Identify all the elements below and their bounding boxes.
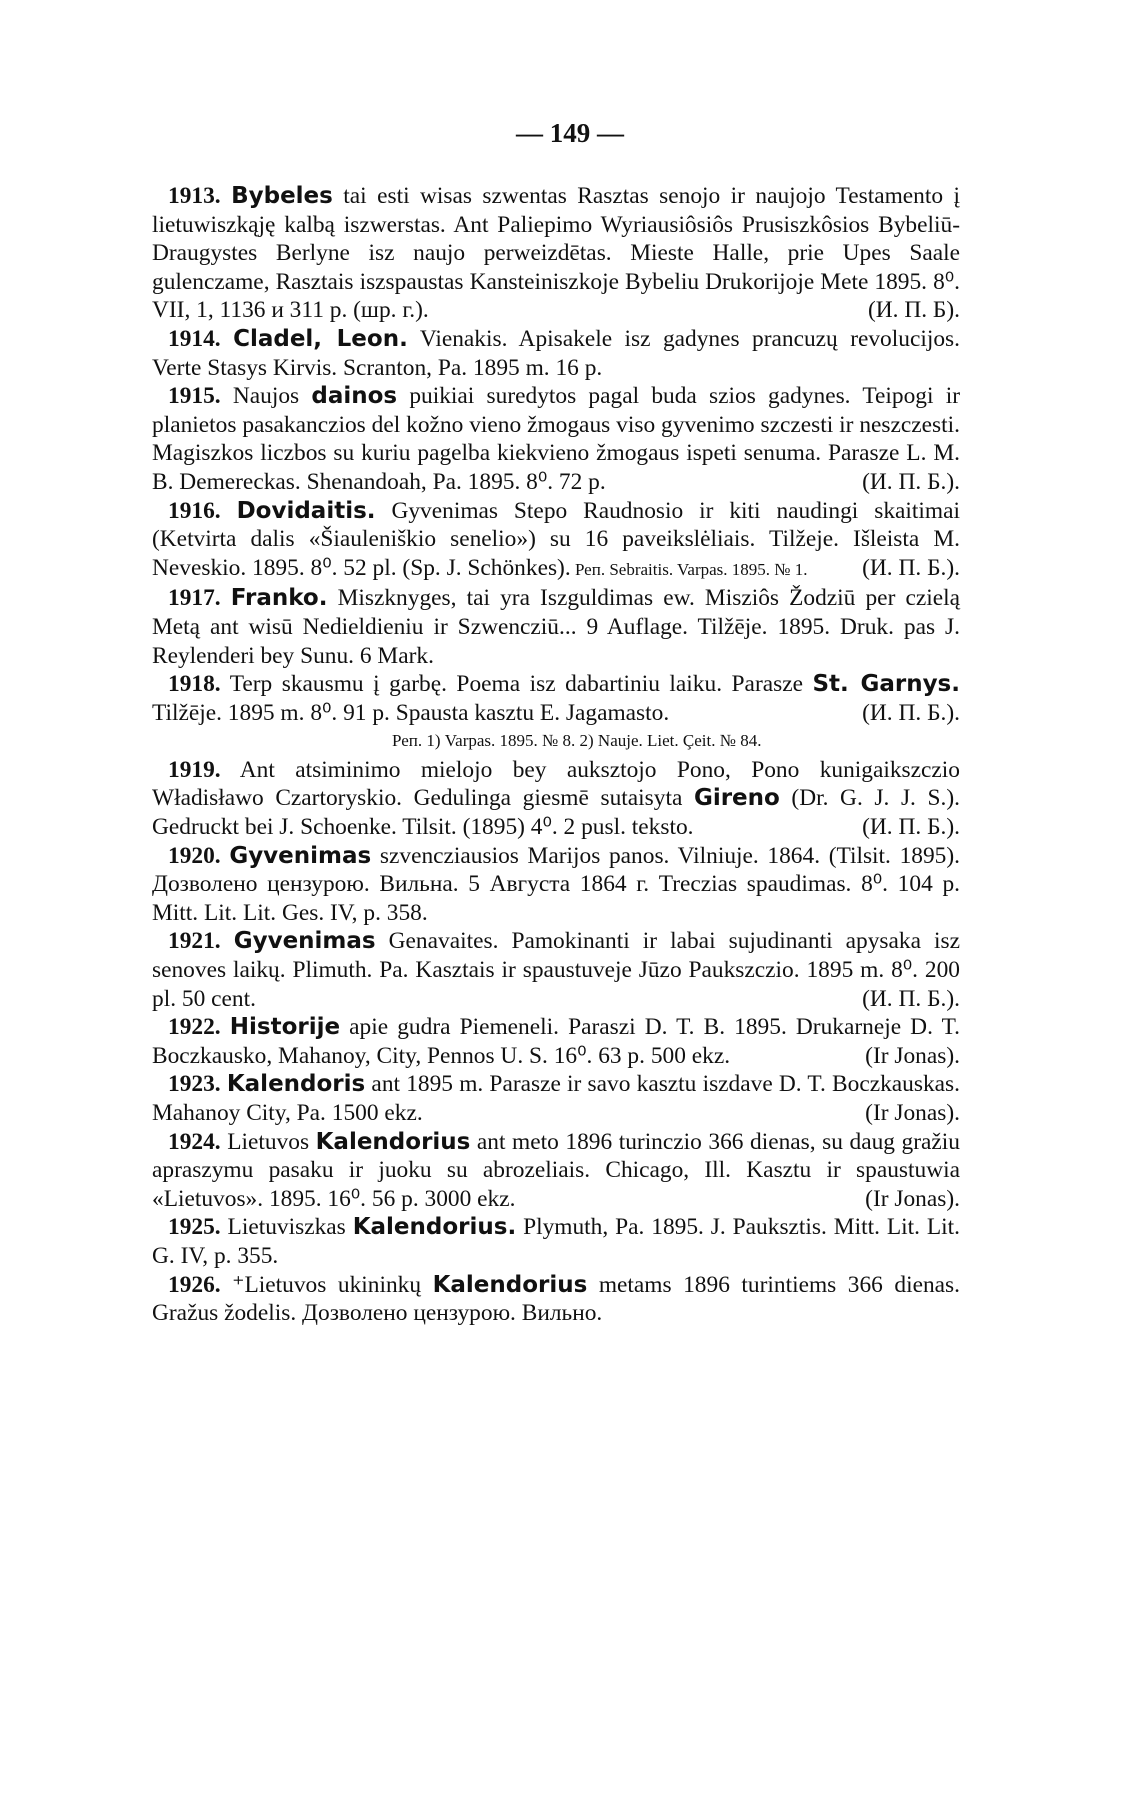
entry-number: 1924. xyxy=(168,1128,221,1155)
entry-prefix: ⁺Lietuvos ukininkų xyxy=(220,1271,433,1298)
entry-keyword: Kalendorius xyxy=(432,1271,588,1298)
entry-reference: Реп. 1) Varpas. 1895. № 8. 2) Nauje. Liet. Çeit. № 84. xyxy=(392,731,762,751)
entry-keyword: Historije xyxy=(229,1014,341,1041)
entry-source: (И. П. Б.). xyxy=(862,699,960,726)
entry-text: Plymuth, Pa. 1895. J. Pauksztis. Mitt. Lit. Lit. G. IV, p. 355. xyxy=(152,1214,961,1269)
bibliography-entry xyxy=(152,1070,960,1127)
entry-number: 1913. xyxy=(168,183,221,209)
entry-keyword: Franko. xyxy=(230,585,328,612)
entry-text: szvencziausios Marijos panos. Vilniuje. 1864. (Tilsit. 1895). Дозволено цензурою. Вильна. 5 Августа 1864 г. Treczias spaudimas. 8⁰. 104 p. Mitt. Lit. Lit. Ges. IV, p. 358. xyxy=(152,842,960,926)
entry-number: 1915. xyxy=(168,383,221,410)
entry-source: (Ir Jonas). xyxy=(865,1100,960,1126)
entry-source: (И. П. Б.). xyxy=(862,468,960,495)
entry-text: Gyvenimas Stepo Raudnosio ir kiti naudingi skaitimai (Ketvirta dalis «Šiauleniškio senelio») su 16 paveikslėliais. Tilžeje. Išleista M. Neveskio. 1895. 8⁰. 52 pl. (Sp. J. Schönkes). xyxy=(152,497,960,581)
entry-text: apie gudra Piemeneli. Paraszi D. T. B. 1895. Drukarneje D. T. Boczkausko, Mahanoy, City, Pennos U. S. 16⁰. 63 p. 500 ekz. xyxy=(152,1014,960,1069)
entry-number: 1914. xyxy=(168,325,221,352)
entry-number: 1918. xyxy=(168,671,221,698)
entry-text: (Dr. G. J. J. S.). Gedruckt bei J. Schoenke. Tilsit. (1895) 4⁰. 2 pusl. teksto. xyxy=(152,785,960,841)
entry-prefix: Lietuviszkas xyxy=(220,1214,353,1241)
entry-number: 1923. xyxy=(168,1071,221,1098)
entry-keyword: dainos xyxy=(311,383,398,410)
bibliography-entry xyxy=(152,382,960,496)
entry-number: 1916. xyxy=(168,497,221,524)
entry-text: tai esti wisas szwentas Rasztas senojo ir naujojo Testamento į lietuwiszkąję kalbą iszwerstas. Ant Paliepimo Wyriausiôsiôs Prusiszkôsios Bybeliū-Draugystes Berlyne isz naujo perweizdētas. Mieste Halle, prie Upes Saale gulenczame, Rasztais iszspaustas Kansteiniszkoje Bybeliu Drukorijoje Mete 1895. 8⁰. VII, 1, 1136 и 311 p. (шр. г.). xyxy=(152,183,960,324)
entry-text: puikiai suredytos pagal buda szios gadynes. Teipogi ir planietos pasakanczios del kožno vieno žmogaus viso gyvenimo szczesti ir neszczesti. Magiszkos liczbos su kuriu pagelba kiekvieno žmogaus ispeti senuma. Parasze L. M. B. Demereckas. Shenandoah, Pa. 1895. 8⁰. 72 p. xyxy=(152,383,960,495)
bibliography-entry xyxy=(152,584,960,670)
entry-source: (Ir Jonas). xyxy=(865,1185,960,1212)
entry-number: 1920. xyxy=(168,842,221,869)
entry-source: (Ir Jonas). xyxy=(865,1042,960,1069)
bibliography-entry xyxy=(152,497,960,585)
entry-number: 1926. xyxy=(168,1271,221,1298)
entry-source: (И. П. Б.). xyxy=(862,554,960,581)
bibliography-entry xyxy=(152,756,960,842)
entry-text: ant 1895 m. Parasze ir savo kasztu iszdave D. T. Boczkauskas. Mahanoy City, Pa. 1500 ekz. xyxy=(152,1071,960,1126)
entry-prefix: Lietuvos xyxy=(220,1128,316,1155)
entry-keyword: Gyvenimas xyxy=(233,928,376,955)
entry-keyword: Kalendorius. xyxy=(352,1214,517,1241)
bibliography-entries xyxy=(152,182,960,1328)
entry-number: 1917. xyxy=(168,585,221,612)
entry-keyword: Gireno xyxy=(693,785,780,812)
bibliography-entry xyxy=(152,1013,960,1070)
entry-keyword: Dovidaitis. xyxy=(236,497,376,524)
entry-source: (И. П. Б). xyxy=(867,297,960,324)
entry-keyword: Kalendoris xyxy=(226,1071,366,1098)
bibliography-entry xyxy=(152,182,960,325)
entry-prefix: Ant atsiminimo mielojo bey auksztojo Pono, Pono kunigaikszczio Władisławo Czartoryskio. Gedulinga giesmē sutaisyta xyxy=(152,756,960,812)
bibliography-entry xyxy=(152,1271,960,1328)
entry-source: (И. П. Б.). xyxy=(862,985,960,1012)
page-number: — 149 — xyxy=(516,118,624,148)
entry-text: Tilžēje. 1895 m. 8⁰. 91 p. Spausta kasztu E. Jagamasto. xyxy=(152,699,670,726)
entry-keyword: Cladel, Leon. xyxy=(233,325,408,352)
entry-keyword: Gyvenimas xyxy=(229,842,372,869)
entry-prefix: Terp skausmu į garbę. Poema isz dabartiniu laiku. Parasze xyxy=(220,671,813,698)
entry-text: Miszknyges, tai yra Iszguldimas ew. Misziôs Žodziū per czielą Metą ant wisū Nedieldieniu ir Szwencziū... 9 Auflage. Tilžēje. 1895. Druk. pas J. Reylenderi bey Sunu. 6 Mark. xyxy=(152,585,960,669)
bibliography-entry xyxy=(152,1128,960,1214)
entry-number: 1922. xyxy=(168,1014,221,1041)
entry-number: 1919. xyxy=(168,756,221,783)
entry-number: 1925. xyxy=(168,1214,221,1241)
bibliography-entry xyxy=(152,670,960,756)
bibliography-entry xyxy=(152,1213,960,1270)
entry-keyword: Bybeles xyxy=(231,183,333,209)
entry-text: metams 1896 turintiems 366 dienas. Gražus žodelis. Дозволено цензурою. Вильно. xyxy=(152,1271,960,1327)
entry-keyword: Kalendorius xyxy=(315,1128,471,1155)
entry-keyword: St. Garnys. xyxy=(812,671,960,698)
bibliography-entry xyxy=(152,927,960,1013)
bibliography-entry xyxy=(152,325,960,382)
entry-text: Genavaites. Pamokinanti ir labai sujudinanti apysaka isz senoves laikų. Plimuth. Pa. Kasztais ir spaustuveje Jūzo Paukszczio. 1895 m. 8⁰. 200 pl. 50 cent. xyxy=(152,928,960,1012)
entry-source: (И. П. Б.). xyxy=(862,814,960,841)
entry-text: ant meto 1896 turinczio 366 dienas, su daug gražiu apraszymu pasaku ir juoku su abrozeliais. Chicago, Ill. Kasztu ir spaustuwia «Lietuvos». 1895. 16⁰. 56 p. 3000 ekz. xyxy=(152,1128,960,1212)
entry-prefix: Naujos xyxy=(220,383,312,410)
entry-number: 1921. xyxy=(168,928,221,955)
entry-text: Vienakis. Apisakele isz gadynes prancuzų revolucijos. Verte Stasys Kirvis. Scranton, Pa. 1895 m. 16 p. xyxy=(152,325,960,381)
entry-reference: Реп. Sebraitis. Varpas. 1895. № 1. xyxy=(570,559,808,579)
bibliography-entry xyxy=(152,842,960,928)
